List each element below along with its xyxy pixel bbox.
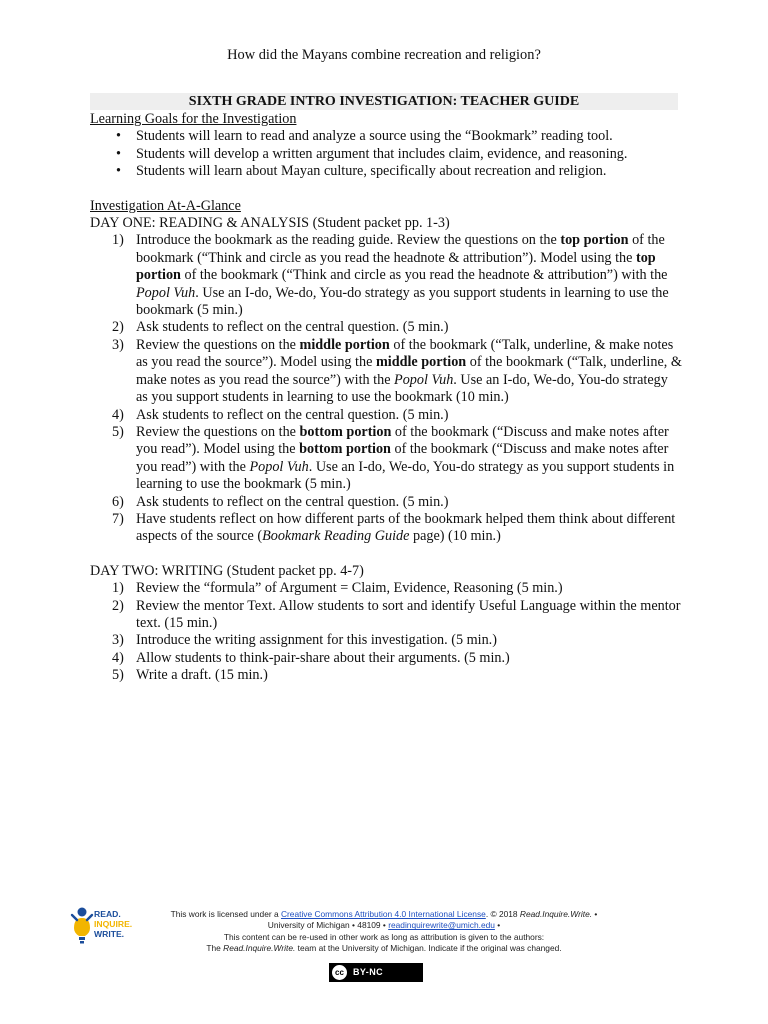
step-text: of the bookmark (“Talk, underline, & make notes as you read the source”). Model using the <box>136 336 674 371</box>
footer-text: University of Michigan • 48109 • <box>267 920 389 931</box>
cc-badge-label: BY-NC <box>353 967 384 977</box>
day-one-heading: DAY ONE: READING & ANALYSIS (Student packet pp. 1-3) <box>90 215 450 232</box>
step-text: Have students reflect on how different parts of the bookmark helped them think about different aspects of the source ( <box>136 510 676 545</box>
reuse-line: This content can be re-used in other work as long as attribution is given to the authors: <box>223 931 545 942</box>
cc-license-link[interactable]: Creative Commons Attribution 4.0 International License <box>280 909 486 919</box>
list-item <box>90 337 682 407</box>
list-item <box>90 163 682 180</box>
step-number: 4) <box>112 406 124 423</box>
footer-text: This work is licensed under a <box>170 909 281 919</box>
footer-text: • <box>592 909 598 919</box>
address-line <box>150 920 618 931</box>
step-number: 3) <box>112 336 124 353</box>
logo-word-inquire: INQUIRE. <box>94 919 133 929</box>
list-item <box>90 232 682 319</box>
step-text: of the bookmark (“Talk, underline, & make notes as you read the source”) with the <box>136 354 682 388</box>
lightbulb-person-icon <box>70 906 94 946</box>
step-text: of the bookmark (“Think and circle as you read the headnote & attribution”) with the <box>180 267 668 284</box>
step-number: 6) <box>112 493 124 510</box>
step-text: of the bookmark (“Discuss and make notes after you read”) with the <box>136 441 669 475</box>
goal-text: Students will learn about Mayan culture, specifically about recreation and religion. <box>136 163 607 180</box>
brand-name: Read.Inquire.Write. <box>223 943 296 954</box>
step-bold: top portion <box>560 232 629 249</box>
step-bold: bottom portion <box>299 423 392 440</box>
list-item <box>90 146 682 163</box>
list-item <box>90 494 682 511</box>
cc-icon: cc <box>332 965 347 980</box>
step-text: of the bookmark (“Think and circle as you read the headnote & attribution”). Model using the <box>136 232 665 266</box>
step-bold: bottom portion <box>299 441 391 458</box>
list-item <box>90 128 682 145</box>
page-question: How did the Mayans combine recreation and religion? <box>227 47 541 63</box>
step-number: 5) <box>112 667 124 684</box>
step-bold: middle portion <box>375 354 467 371</box>
step-text: Ask students to reflect on the central question. (5 min.) <box>136 319 449 336</box>
logo-word-write: WRITE. <box>94 929 125 939</box>
license-line <box>150 909 618 920</box>
list-item <box>90 580 682 597</box>
step-bold: top portion <box>136 249 656 284</box>
list-item <box>90 632 682 649</box>
list-item <box>90 598 682 633</box>
brand-name: Read.Inquire.Write. <box>519 909 593 919</box>
footer-text: The <box>206 943 224 954</box>
list-item <box>90 511 682 546</box>
attribution-line <box>150 943 618 954</box>
step-text: . Use an I-do, We-do, You-do strategy as you support students in learning to use the bookmark (5 min.) <box>136 284 669 319</box>
step-text: Review the “formula” of Argument = Claim, Evidence, Reasoning (5 min.) <box>136 580 563 597</box>
goal-text: Students will learn to read and analyze a source using the “Bookmark” reading tool. <box>136 128 613 145</box>
step-number: 2) <box>112 319 124 336</box>
step-text: Ask students to reflect on the central question. (5 min.) <box>136 406 449 423</box>
step-text: Ask students to reflect on the central question. (5 min.) <box>136 493 449 510</box>
step-number: 2) <box>112 597 124 614</box>
step-italic: Popol Vuh <box>394 371 454 388</box>
step-number: 1) <box>112 232 124 249</box>
step-text: Allow students to think-pair-share about their arguments. (5 min.) <box>136 649 510 666</box>
list-item <box>90 407 682 424</box>
logo-word-read: READ. <box>94 909 121 919</box>
learning-goals-heading: Learning Goals for the Investigation <box>90 111 297 127</box>
step-text: . Use an I-do, We-do, You-do strategy as you support students in learning to use the bookmark (10 min.) <box>136 371 668 406</box>
step-text: Review the questions on the <box>136 336 300 353</box>
step-number: 5) <box>112 423 124 440</box>
list-item <box>90 424 682 494</box>
glance-heading: Investigation At-A-Glance <box>90 197 241 214</box>
day-two-heading: DAY TWO: WRITING (Student packet pp. 4-7) <box>90 562 364 579</box>
step-text: of the bookmark (“Discuss and make notes after you read”). Model using the <box>136 423 669 458</box>
step-number: 7) <box>112 510 124 527</box>
day-two-steps <box>90 580 682 684</box>
goal-text: Students will develop a written argument that includes claim, evidence, and reasoning. <box>136 145 628 162</box>
step-text: Introduce the writing assignment for this investigation. (5 min.) <box>136 632 497 649</box>
list-item <box>90 650 682 667</box>
bullet-icon: • <box>116 163 121 180</box>
bullet-icon: • <box>116 128 121 145</box>
step-italic: Popol Vuh <box>249 458 309 475</box>
email-link[interactable]: readinquirewrite@umich.edu <box>388 920 495 931</box>
footer-text: • <box>494 920 501 931</box>
list-item <box>90 667 682 684</box>
bullet-icon: • <box>116 145 121 162</box>
step-bold: middle portion <box>299 336 390 353</box>
step-number: 3) <box>112 632 124 649</box>
step-text: Write a draft. (15 min.) <box>136 667 268 684</box>
day-one-steps <box>90 232 682 545</box>
license-footer <box>150 909 618 955</box>
step-text: Review the mentor Text. Allow students to sort and identify Useful Language within the mentor text. (15 min.) <box>136 597 681 631</box>
step-italic: Bookmark Reading Guide <box>262 528 410 545</box>
step-text: page) (10 min.) <box>409 528 501 545</box>
guide-content <box>90 111 682 685</box>
step-text: Review the questions on the <box>136 423 300 440</box>
footer-text: . © 2018 <box>485 909 520 919</box>
step-text: Introduce the bookmark as the reading guide. Review the questions on the <box>136 232 561 249</box>
step-number: 4) <box>112 649 124 666</box>
read-inquire-write-logo <box>70 906 140 946</box>
guide-title: SIXTH GRADE INTRO INVESTIGATION: TEACHER GUIDE <box>90 93 678 110</box>
footer-text: team at the University of Michigan. Indicate if the original was changed. <box>295 943 562 954</box>
step-italic: Popol Vuh <box>136 284 196 301</box>
list-item <box>90 319 682 336</box>
step-number: 1) <box>112 580 124 597</box>
cc-by-nc-badge[interactable] <box>329 963 423 982</box>
step-text: . Use an I-do, We-do, You-do strategy as you support students in learning to use the bookmark (5 min.) <box>136 458 675 493</box>
learning-goals-list <box>90 128 682 180</box>
